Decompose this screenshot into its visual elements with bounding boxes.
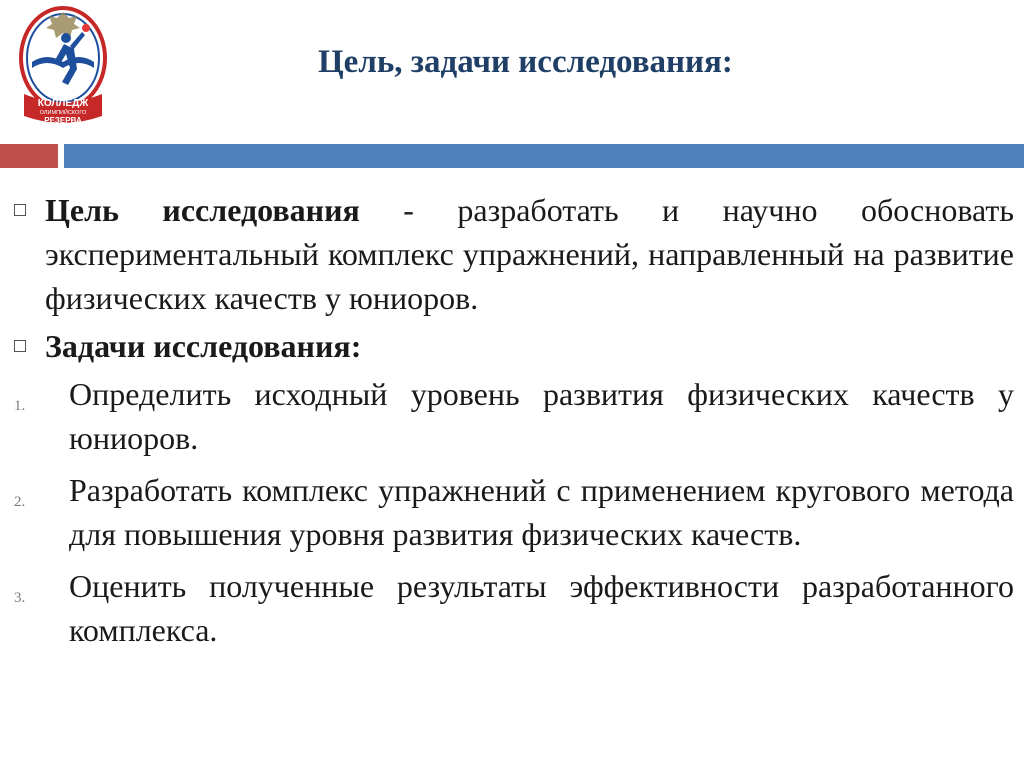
task-text: Разработать комплекс упражнений с применением кругового метода для повышения уровня развития физических качеств.	[69, 472, 1014, 552]
slide-title: Цель, задачи исследования:	[318, 44, 733, 80]
slide-content	[14, 188, 1014, 652]
header-rule-red	[0, 144, 58, 168]
logo-line1: КОЛЛЕДЖ	[37, 98, 89, 109]
square-bullet-icon	[14, 340, 26, 352]
college-logo	[14, 2, 112, 130]
tasks-heading-item	[14, 324, 1014, 368]
goal-text: - разработать и научно обосновать экспериментальный комплекс упражнений, направленный на развитие физических качеств у юниоров.	[45, 192, 1015, 316]
task-text: Определить исходный уровень развития физических качеств у юниоров.	[69, 376, 1014, 456]
logo-line3: РЕЗЕРВА	[44, 116, 82, 125]
square-bullet-icon	[14, 204, 26, 216]
task-item	[14, 372, 1014, 460]
tasks-label: Задачи исследования:	[45, 328, 362, 364]
task-number: 2.	[14, 494, 26, 510]
goal-item	[14, 188, 1014, 320]
task-item	[14, 564, 1014, 652]
goal-label: Цель исследования	[45, 192, 360, 228]
task-number: 3.	[14, 590, 26, 606]
header-rule-blue	[64, 144, 1024, 168]
logo-line2: ОЛИМПИЙСКОГО	[39, 110, 87, 116]
task-number: 1.	[14, 398, 26, 414]
task-text: Оценить полученные результаты эффективности разработанного комплекса.	[69, 568, 1014, 648]
task-item	[14, 468, 1014, 556]
